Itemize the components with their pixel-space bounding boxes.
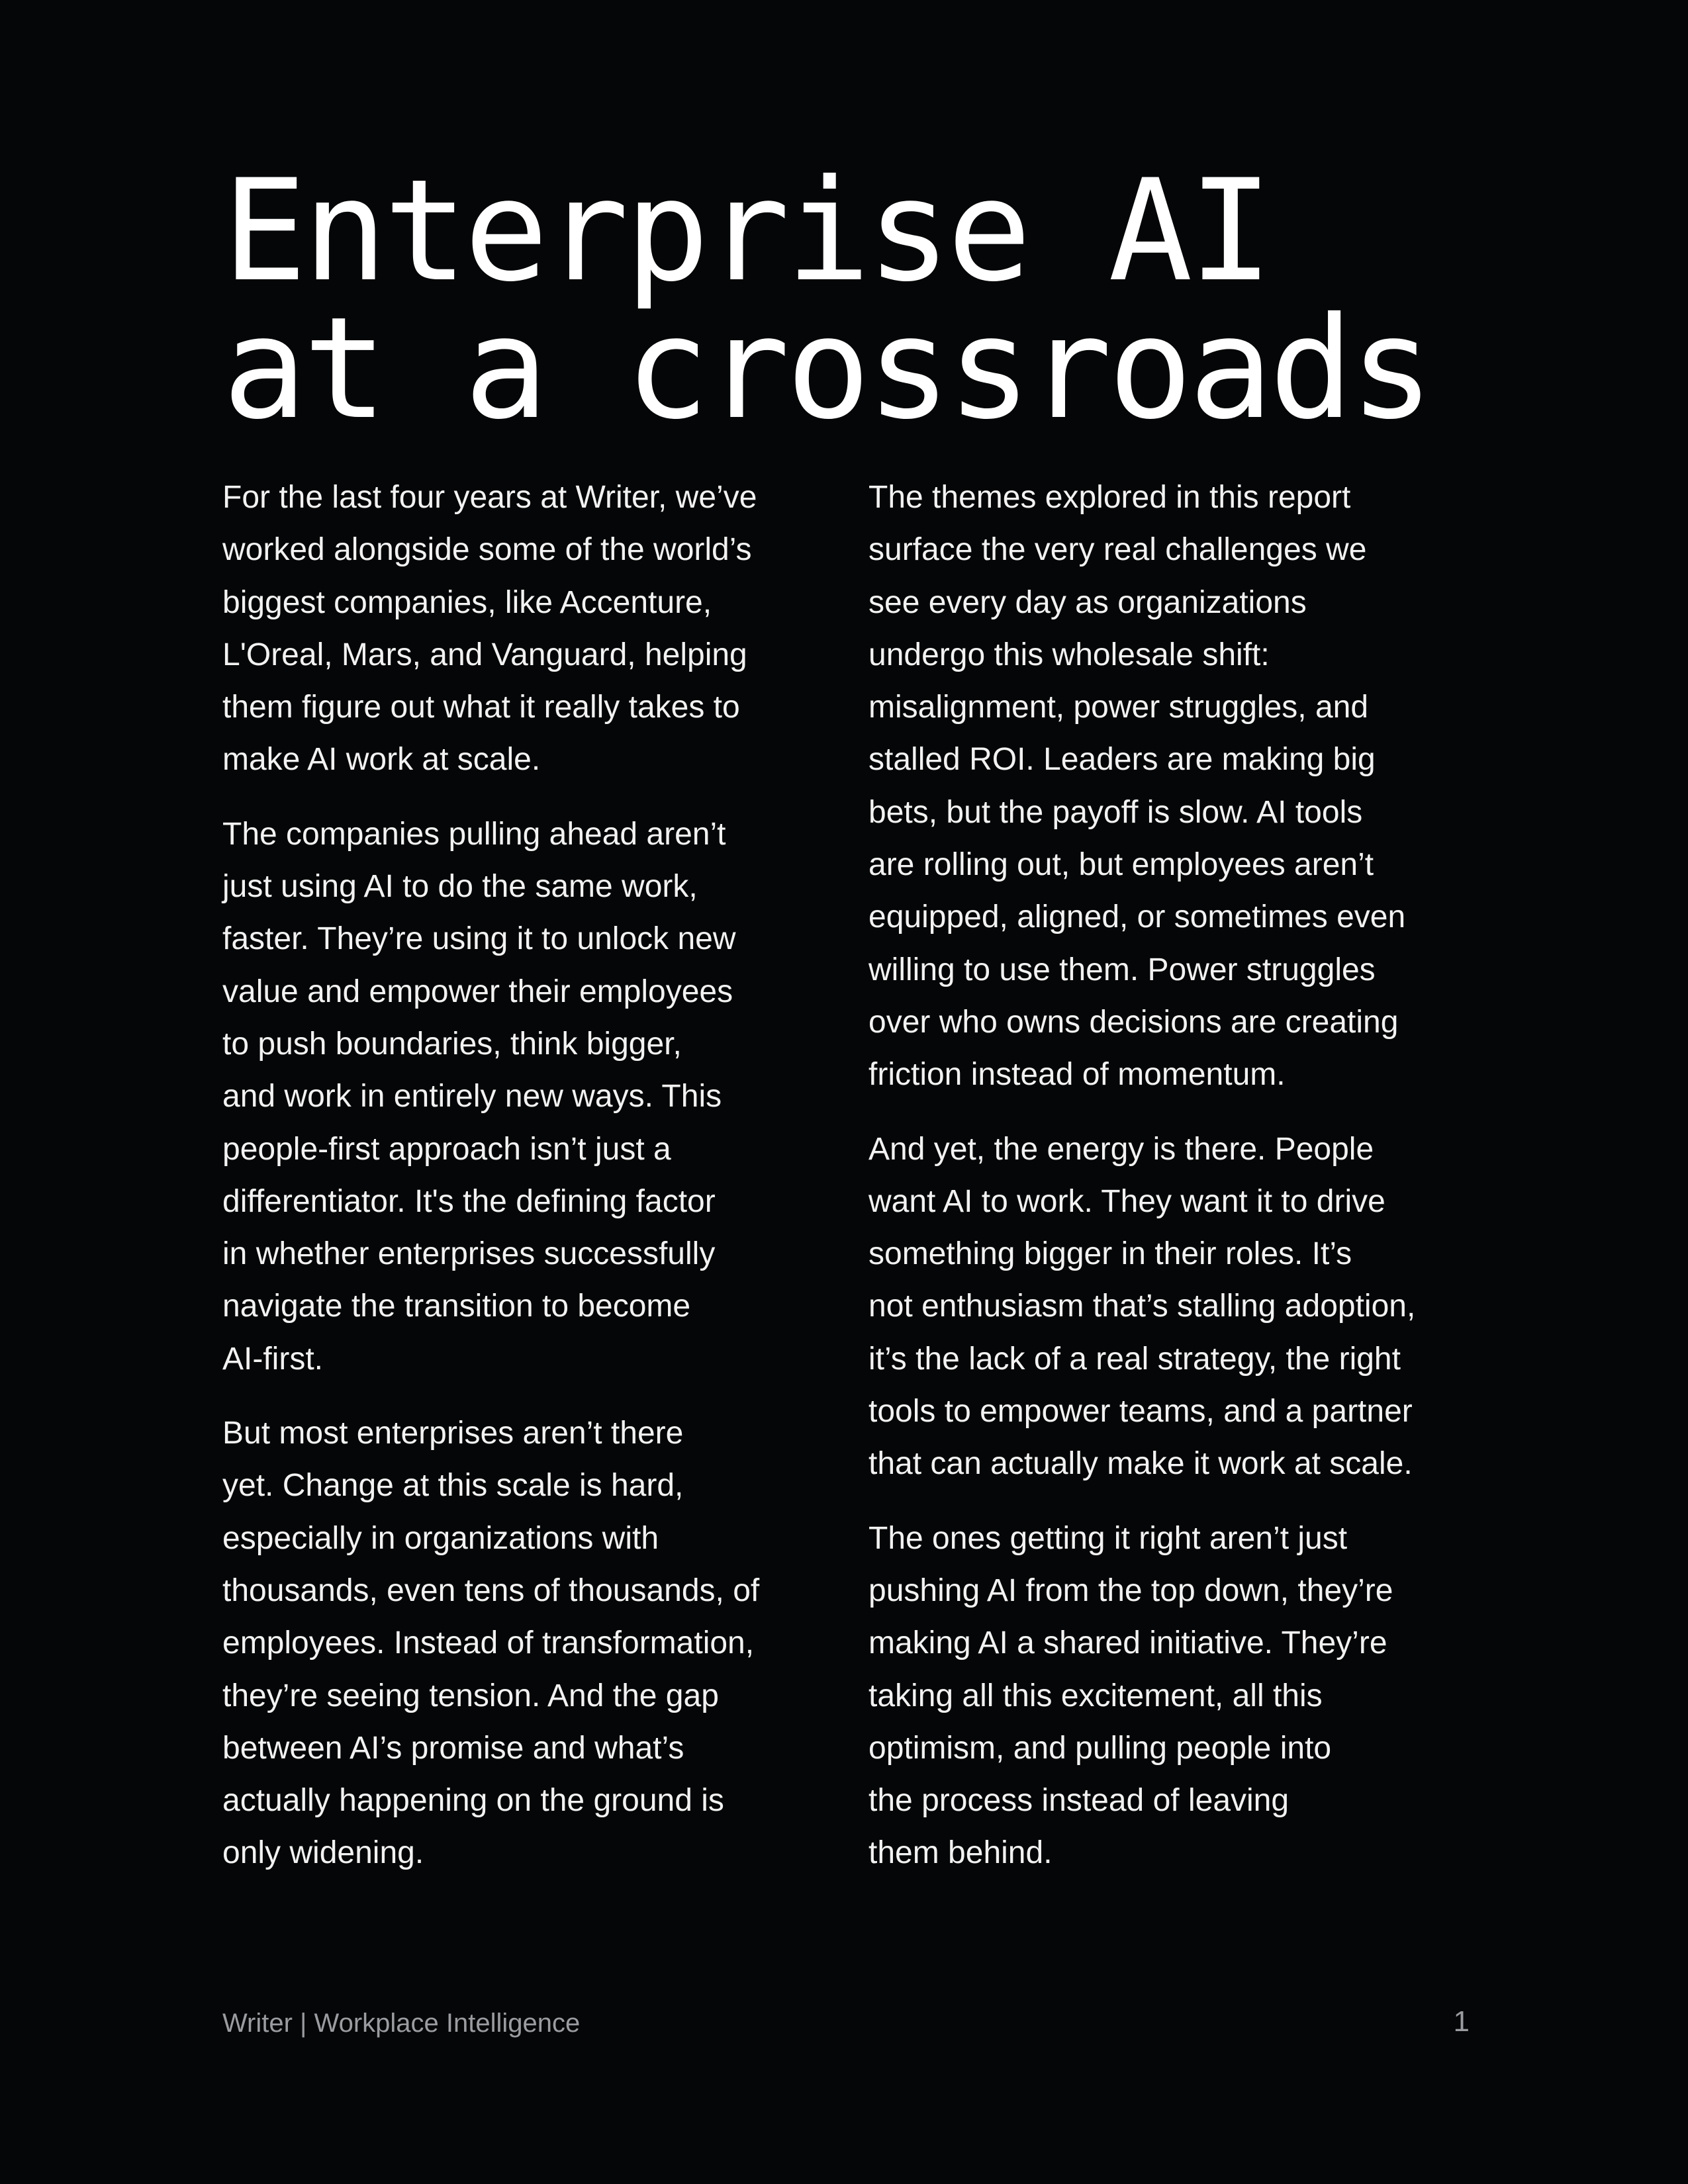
text-line: something bigger in their roles. It’s bbox=[868, 1236, 1352, 1272]
text-line: not enthusiasm that’s stalling adoption, bbox=[868, 1289, 1416, 1324]
page-number: 1 bbox=[1453, 2005, 1470, 2038]
text-line: the process instead of leaving bbox=[868, 1783, 1289, 1819]
text-line: them figure out what it really takes to bbox=[222, 690, 740, 725]
text-line: see every day as organizations bbox=[868, 584, 1307, 620]
text-line: especially in organizations with bbox=[222, 1520, 659, 1556]
text-line: making AI a shared initiative. They’re bbox=[868, 1625, 1387, 1661]
text-line: value and empower their employees bbox=[222, 974, 733, 1009]
text-line: For the last four years at Writer, we’ve bbox=[222, 480, 757, 515]
text-line: are rolling out, but employees aren’t bbox=[868, 847, 1374, 883]
text-line: The companies pulling ahead aren’t bbox=[222, 816, 726, 852]
text-line: The themes explored in this report bbox=[868, 480, 1351, 515]
text-line: tools to empower teams, and a partner bbox=[868, 1394, 1413, 1430]
text-line: optimism, and pulling people into bbox=[868, 1730, 1332, 1766]
text-line: them behind. bbox=[868, 1835, 1053, 1871]
text-line: they’re seeing tension. And the gap bbox=[222, 1678, 719, 1713]
page-title bbox=[222, 149, 1480, 450]
text-line: to push boundaries, think bigger, bbox=[222, 1026, 682, 1062]
left-column bbox=[222, 471, 838, 1901]
text-line: make AI work at scale. bbox=[222, 742, 541, 778]
text-line: bets, but the payoff is slow. AI tools bbox=[868, 794, 1363, 830]
text-line: that can actually make it work at scale. bbox=[868, 1446, 1413, 1482]
right-column bbox=[868, 471, 1484, 1901]
text-line: over who owns decisions are creating bbox=[868, 1004, 1399, 1040]
text-line: thousands, even tens of thousands, of bbox=[222, 1572, 760, 1608]
text-line: in whether enterprises successfully bbox=[222, 1236, 716, 1272]
text-line: between AI’s promise and what’s bbox=[222, 1730, 684, 1766]
text-line: biggest companies, like Accenture, bbox=[222, 584, 712, 620]
paragraph bbox=[868, 471, 1484, 1101]
text-line: surface the very real challenges we bbox=[868, 532, 1367, 568]
paragraph bbox=[868, 1512, 1484, 1880]
text-line: want AI to work. They want it to drive bbox=[868, 1183, 1385, 1219]
text-line: only widening. bbox=[222, 1835, 424, 1871]
footer-source: Writer | Workplace Intelligence bbox=[222, 2009, 581, 2038]
text-line: people-first approach isn’t just a bbox=[222, 1131, 671, 1167]
text-line: But most enterprises aren’t there bbox=[222, 1416, 684, 1451]
text-line: equipped, aligned, or sometimes even bbox=[868, 899, 1406, 935]
text-line: And yet, the energy is there. People bbox=[868, 1131, 1374, 1167]
text-line: misalignment, power struggles, and bbox=[868, 690, 1369, 725]
text-line: it’s the lack of a real strategy, the right bbox=[868, 1341, 1401, 1377]
text-line: taking all this excitement, all this bbox=[868, 1678, 1323, 1713]
title-line: at a crossroads bbox=[222, 287, 1430, 450]
text-line: yet. Change at this scale is hard, bbox=[222, 1468, 684, 1504]
text-line: AI-first. bbox=[222, 1341, 323, 1377]
text-line: faster. They’re using it to unlock new bbox=[222, 921, 736, 957]
text-line: and work in entirely new ways. This bbox=[222, 1079, 722, 1115]
text-line: The ones getting it right aren’t just bbox=[868, 1520, 1348, 1556]
text-line: pushing AI from the top down, they’re bbox=[868, 1572, 1393, 1608]
text-line: L'Oreal, Mars, and Vanguard, helping bbox=[222, 637, 747, 672]
title-line: Enterprise AI bbox=[222, 149, 1270, 312]
text-line: willing to use them. Power struggles bbox=[868, 952, 1376, 987]
text-line: friction instead of momentum. bbox=[868, 1057, 1286, 1093]
text-line: undergo this wholesale shift: bbox=[868, 637, 1270, 672]
text-line: navigate the transition to become bbox=[222, 1289, 691, 1324]
text-line: actually happening on the ground is bbox=[222, 1783, 724, 1819]
paragraph bbox=[222, 471, 838, 786]
paragraph bbox=[222, 1407, 838, 1880]
paragraph bbox=[868, 1123, 1484, 1490]
text-line: employees. Instead of transformation, bbox=[222, 1625, 755, 1661]
text-line: stalled ROI. Leaders are making big bbox=[868, 742, 1376, 778]
text-line: just using AI to do the same work, bbox=[222, 869, 698, 905]
text-line: worked alongside some of the world’s bbox=[222, 532, 752, 568]
text-line: differentiator. It's the defining factor bbox=[222, 1183, 716, 1219]
paragraph bbox=[222, 808, 838, 1385]
